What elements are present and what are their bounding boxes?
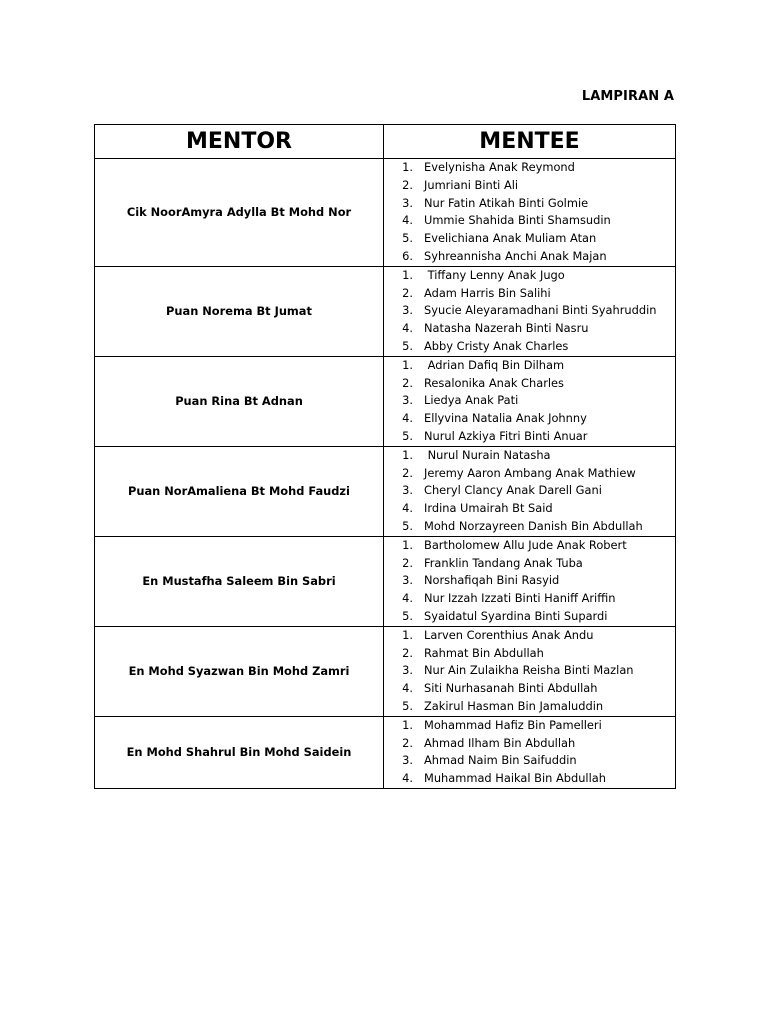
mentor-name: Cik NoorAmyra Adylla Bt Mohd Nor xyxy=(95,159,384,267)
mentee-list xyxy=(384,357,675,446)
mentee-list xyxy=(384,717,675,788)
mentee-name: Cheryl Clancy Anak Darell Gani xyxy=(424,483,602,498)
list-item xyxy=(384,248,675,266)
mentee-number: 3. xyxy=(402,195,413,210)
mentee-number: 3. xyxy=(402,663,413,678)
mentee-name: Mohd Norzayreen Danish Bin Abdullah xyxy=(424,518,643,533)
table-row xyxy=(95,446,676,536)
mentee-cell xyxy=(384,536,676,626)
mentee-number: 4. xyxy=(402,321,413,336)
mentee-name: Nurul Nurain Natasha xyxy=(424,447,551,462)
mentee-cell xyxy=(384,356,676,446)
list-item xyxy=(384,285,675,303)
mentor-name: Puan Norema Bt Jumat xyxy=(95,266,384,356)
mentee-name: Natasha Nazerah Binti Nasru xyxy=(424,321,589,336)
mentee-number: 4. xyxy=(402,213,413,228)
mentee-name: Nur Izzah Izzati Binti Haniff Ariffin xyxy=(424,591,616,606)
list-item xyxy=(384,482,675,500)
list-item xyxy=(384,770,675,788)
list-item xyxy=(384,645,675,663)
mentee-name: Bartholomew Allu Jude Anak Robert xyxy=(424,537,627,552)
list-item xyxy=(384,537,675,555)
mentee-list xyxy=(384,627,675,716)
list-item xyxy=(384,357,675,375)
list-item xyxy=(384,230,675,248)
mentee-number: 1. xyxy=(402,447,413,462)
mentee-number: 2. xyxy=(402,465,413,480)
list-item xyxy=(384,590,675,608)
mentee-number: 4. xyxy=(402,501,413,516)
mentee-number: 2. xyxy=(402,735,413,750)
mentee-name: Muhammad Haikal Bin Abdullah xyxy=(424,771,606,786)
mentee-list xyxy=(384,267,675,356)
mentee-number: 3. xyxy=(402,753,413,768)
list-item xyxy=(384,735,675,753)
table-header-row xyxy=(95,125,676,159)
mentee-name: Ellyvina Natalia Anak Johnny xyxy=(424,411,587,426)
mentee-number: 3. xyxy=(402,393,413,408)
mentee-column-header: MENTEE xyxy=(384,125,676,159)
mentee-list xyxy=(384,159,675,266)
mentee-name: Irdina Umairah Bt Said xyxy=(424,501,553,516)
mentee-name: Mohammad Hafiz Bin Pamelleri xyxy=(424,717,602,732)
mentee-name: Ummie Shahida Binti Shamsudin xyxy=(424,213,611,228)
appendix-label: LAMPIRAN A xyxy=(581,89,674,104)
list-item xyxy=(384,447,675,465)
table-body xyxy=(95,159,676,789)
mentee-name: Abby Cristy Anak Charles xyxy=(424,338,569,353)
mentee-number: 2. xyxy=(402,555,413,570)
mentee-number: 1. xyxy=(402,357,413,372)
mentee-name: Resalonika Anak Charles xyxy=(424,375,564,390)
list-item xyxy=(384,302,675,320)
mentee-name: Syhreannisha Anchi Anak Majan xyxy=(424,248,607,263)
mentor-name: En Mohd Syazwan Bin Mohd Zamri xyxy=(95,626,384,716)
mentee-number: 5. xyxy=(402,428,413,443)
mentee-number: 3. xyxy=(402,573,413,588)
table-row xyxy=(95,266,676,356)
mentee-name: Nurul Azkiya Fitri Binti Anuar xyxy=(424,428,588,443)
list-item xyxy=(384,555,675,573)
list-item xyxy=(384,465,675,483)
mentee-name: Syaidatul Syardina Binti Supardi xyxy=(424,608,608,623)
table-row xyxy=(95,716,676,788)
mentee-number: 1. xyxy=(402,160,413,174)
mentee-name: Larven Corenthius Anak Andu xyxy=(424,627,594,642)
list-item xyxy=(384,662,675,680)
mentee-number: 5. xyxy=(402,338,413,353)
list-item xyxy=(384,680,675,698)
mentor-column-header: MENTOR xyxy=(95,125,384,159)
mentee-number: 4. xyxy=(402,591,413,606)
list-item xyxy=(384,338,675,356)
mentee-name: Liedya Anak Pati xyxy=(424,393,519,408)
mentor-name: Puan Rina Bt Adnan xyxy=(95,356,384,446)
mentee-name: Evelichiana Anak Muliam Atan xyxy=(424,231,597,246)
mentee-list xyxy=(384,447,675,536)
list-item xyxy=(384,267,675,285)
mentee-name: Norshafiqah Bini Rasyid xyxy=(424,573,560,588)
mentee-number: 4. xyxy=(402,681,413,696)
list-item xyxy=(384,518,675,536)
mentee-name: Rahmat Bin Abdullah xyxy=(424,645,544,660)
table-row xyxy=(95,626,676,716)
list-item xyxy=(384,698,675,716)
list-item xyxy=(384,428,675,446)
mentee-name: Franklin Tandang Anak Tuba xyxy=(424,555,583,570)
list-item xyxy=(384,572,675,590)
mentee-number: 3. xyxy=(402,303,413,318)
mentee-name: Jeremy Aaron Ambang Anak Mathiew xyxy=(424,465,636,480)
mentee-number: 4. xyxy=(402,771,413,786)
mentee-number: 5. xyxy=(402,608,413,623)
mentee-name: Nur Ain Zulaikha Reisha Binti Mazlan xyxy=(424,663,634,678)
list-item xyxy=(384,608,675,626)
mentee-number: 5. xyxy=(402,518,413,533)
mentee-cell xyxy=(384,266,676,356)
mentee-name: Ahmad Naim Bin Saifuddin xyxy=(424,753,577,768)
mentor-name: Puan NorAmaliena Bt Mohd Faudzi xyxy=(95,446,384,536)
list-item xyxy=(384,195,675,213)
mentee-number: 5. xyxy=(402,698,413,713)
mentee-number: 1. xyxy=(402,717,413,732)
mentee-number: 6. xyxy=(402,248,413,263)
mentor-name: En Mohd Shahrul Bin Mohd Saidein xyxy=(95,716,384,788)
mentee-name: Syucie Aleyaramadhani Binti Syahruddin xyxy=(424,303,657,318)
mentee-cell xyxy=(384,159,676,267)
mentee-name: Ahmad Ilham Bin Abdullah xyxy=(424,735,576,750)
mentee-name: Siti Nurhasanah Binti Abdullah xyxy=(424,681,598,696)
mentee-number: 5. xyxy=(402,231,413,246)
list-item xyxy=(384,752,675,770)
list-item xyxy=(384,375,675,393)
list-item xyxy=(384,410,675,428)
mentee-name: Nur Fatin Atikah Binti Golmie xyxy=(424,195,589,210)
list-item xyxy=(384,212,675,230)
mentee-name: Adrian Dafiq Bin Dilham xyxy=(424,357,565,372)
mentee-number: 3. xyxy=(402,483,413,498)
mentee-number: 1. xyxy=(402,537,413,552)
list-item xyxy=(384,392,675,410)
mentee-name: Adam Harris Bin Salihi xyxy=(424,285,551,300)
table-row xyxy=(95,536,676,626)
table-row xyxy=(95,356,676,446)
list-item xyxy=(384,177,675,195)
table-row xyxy=(95,159,676,267)
mentee-name: Jumriani Binti Ali xyxy=(424,177,519,192)
mentee-cell xyxy=(384,626,676,716)
list-item xyxy=(384,717,675,735)
list-item xyxy=(384,500,675,518)
list-item xyxy=(384,320,675,338)
mentee-number: 1. xyxy=(402,267,413,282)
mentee-list xyxy=(384,537,675,626)
mentee-number: 2. xyxy=(402,375,413,390)
mentee-number: 4. xyxy=(402,411,413,426)
mentee-number: 1. xyxy=(402,627,413,642)
mentee-cell xyxy=(384,446,676,536)
mentor-name: En Mustafha Saleem Bin Sabri xyxy=(95,536,384,626)
mentee-number: 2. xyxy=(402,285,413,300)
mentee-name: Zakirul Hasman Bin Jamaluddin xyxy=(424,698,604,713)
mentee-cell xyxy=(384,716,676,788)
list-item xyxy=(384,627,675,645)
mentor-mentee-table xyxy=(94,124,676,789)
mentee-name: Evelynisha Anak Reymond xyxy=(424,160,575,174)
mentee-number: 2. xyxy=(402,645,413,660)
list-item xyxy=(384,159,675,177)
mentee-number: 2. xyxy=(402,177,413,192)
mentee-name: Tiffany Lenny Anak Jugo xyxy=(424,267,565,282)
